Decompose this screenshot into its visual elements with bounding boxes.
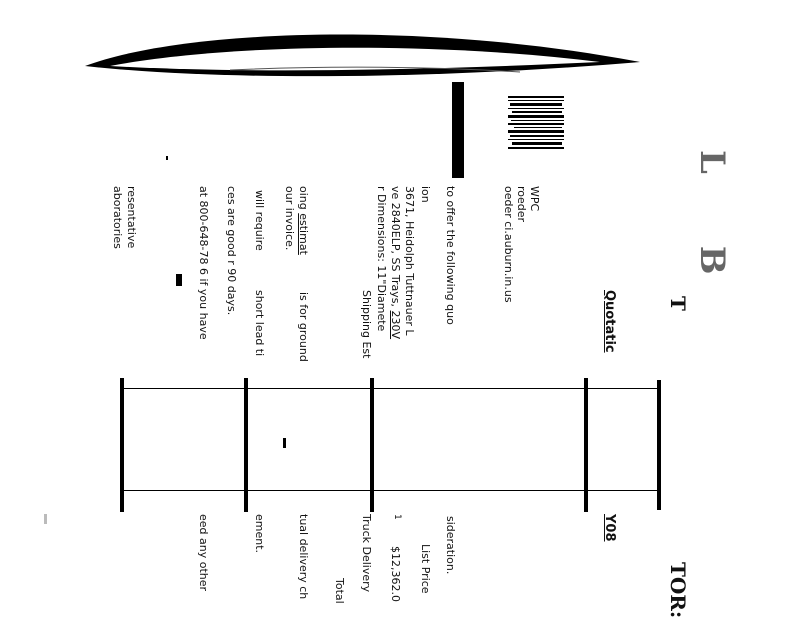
- header-address-2: roeder: [515, 186, 528, 223]
- note-line-2: our invoice.: [283, 186, 296, 251]
- note-line-4: ces are good r 90 days.: [225, 186, 238, 316]
- signature-line-2: aboratories: [111, 186, 124, 249]
- intro-right: sideration.: [444, 516, 457, 575]
- item-line-3: r Dimensions: 11"Diamete: [375, 186, 388, 332]
- note-line-3-pre: will require: [253, 190, 266, 251]
- shipping-estimate-label: Shipping Est: [360, 290, 373, 359]
- intro-left: to offer the following quo: [444, 186, 457, 325]
- scan-mark-small-1: [176, 274, 182, 286]
- note-line-1-right: tual delivery ch: [297, 514, 310, 600]
- quote-number: Y08: [602, 514, 617, 542]
- note-line-1: [297, 186, 310, 255]
- quotation-label: Quotatic: [602, 290, 617, 353]
- masthead-title-right: TOR:: [666, 562, 690, 618]
- list-price-value: $12,362.0: [389, 546, 402, 602]
- total-label: Total: [333, 578, 346, 604]
- header-address-3: oeder ci.auburn.in.us: [502, 186, 515, 303]
- frame-line-upper: [122, 388, 660, 389]
- item-line-2: [389, 186, 402, 339]
- truck-delivery-label: Truck Delivery: [360, 514, 373, 593]
- scan-mark-small-2: [283, 438, 286, 448]
- description-label: ion: [419, 186, 432, 203]
- quantity-value: 1: [392, 514, 402, 520]
- item-line-2-text: ve 2840ELP, SS Trays,: [389, 186, 402, 311]
- logo-text: L B: [692, 150, 732, 305]
- scan-speck: [44, 514, 47, 524]
- note-line-5-right: eed any other: [197, 514, 210, 592]
- list-price-label: List Price: [419, 544, 432, 594]
- note-line-3-right: ement.: [253, 514, 266, 554]
- note-line-1-pre: oing: [297, 186, 310, 214]
- frame-bar-notes: [244, 378, 248, 512]
- note-estimate: estimat: [297, 213, 310, 255]
- barcode-graphic: [508, 94, 564, 154]
- scan-mark-block: [452, 82, 464, 178]
- header-address-1: WPC: [528, 186, 541, 212]
- frame-bar-bottom: [120, 378, 124, 512]
- note-line-1-post: is for ground: [297, 292, 310, 362]
- signature-line-1: resentative: [125, 186, 138, 249]
- frame-line-lower: [122, 490, 660, 491]
- frame-bar-body: [370, 378, 374, 512]
- note-line-3-post: short lead ti: [253, 290, 266, 357]
- frame-bar-header: [584, 378, 588, 512]
- note-line-5: at 800-648-78 6 if you have: [197, 186, 210, 340]
- masthead-title-left: T: [666, 296, 690, 311]
- item-line-1: 3671, Heidolph Tuttnauer L: [403, 186, 416, 336]
- item-voltage: 230V: [389, 310, 402, 340]
- scan-mark-tick: [166, 156, 168, 160]
